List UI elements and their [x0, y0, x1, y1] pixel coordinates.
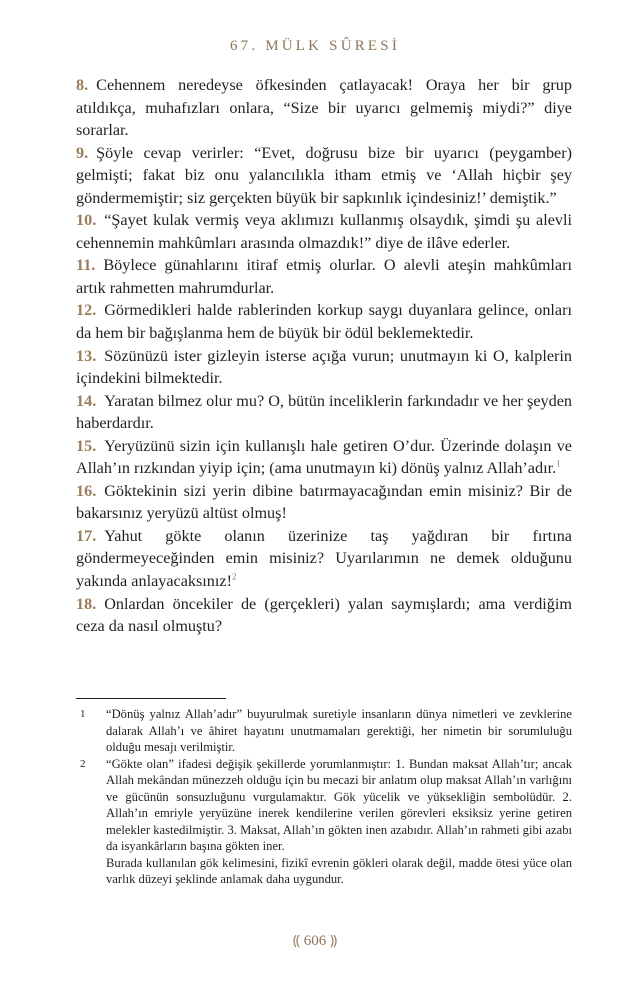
footnote — [76, 706, 572, 756]
footnote-mark: 2 — [80, 757, 86, 770]
verse-number: 15. — [76, 436, 97, 455]
verse — [76, 525, 572, 593]
verse-text: “Şayet kulak vermiş veya aklımızı kullanmış olsaydık, şimdi şu alevli cehennemin mahkûmları arasında olmazdık!” diye de ilâve ederler. — [76, 211, 572, 252]
page-number: 606 — [303, 933, 327, 949]
verse-number: 12. — [76, 301, 97, 320]
verse-number: 17. — [76, 526, 97, 545]
verse — [76, 254, 572, 299]
verse-text: Yaratan bilmez olur mu? O, bütün inceliklerin farkındadır ve her şeyden haberdardır. — [76, 391, 572, 433]
verse-number: 9. — [76, 143, 89, 162]
footnote-list — [76, 706, 572, 888]
verse-number: 16. — [76, 481, 97, 500]
verse — [76, 209, 572, 254]
verse — [76, 299, 572, 344]
verse-number: 14. — [76, 391, 97, 410]
verse-number: 8. — [76, 76, 89, 94]
verse-text: Sözünüzü ister gizleyin isterse açığa vurun; unutmayın ki O, kalplerin içindekini bilmektedir. — [76, 346, 572, 388]
page-number-footer — [0, 931, 630, 950]
verse-text: Cehennem neredeyse öfkesinden çatlayacak! Oraya her bir grup atıldıkça, muhafızları onlara, “Size bir uyarıcı gelmemiş miydi?” diye sorarlar. — [76, 76, 572, 140]
footnote-paragraph: “Dönüş yalnız Allah’adır” buyurulmak suretiyle insanların dünya nimetleri ve zevklerine dalarak Allah’ı ve âhiret hayatını unutmamaları gerektiği, her nimetin bir sorumluluğu olduğu mesajı verilmiştir. — [106, 707, 572, 754]
verse-text: Yahut gökte olanın üzerinize taş yağdıran bir fırtına göndermeyeceğinden emin misiniz? Uyarılarımın ne demek olduğunu yakında anlayacaksınız! — [76, 526, 572, 591]
footnote — [76, 756, 572, 888]
verse-text: Şöyle cevap verirler: “Evet, doğrusu bize bir uyarıcı (peygamber) gelmişti; fakat biz onu yalancılıkla itham etmiş ve ‘Allah hiçbir şey göndermemiştir; siz gerçekten büyük bir sapkınlık içindesiniz!’ demiştik.” — [76, 143, 572, 207]
verse-number: 13. — [76, 346, 97, 365]
footnote-body — [106, 756, 572, 888]
verse-text: Görmedikleri halde rablerinden korkup saygı duyanlara gelince, onları da hem bir bağışlanma hem de büyük bir ödül beklemektedir. — [76, 301, 572, 343]
verse-number: 10. — [76, 211, 97, 230]
verse — [76, 142, 572, 210]
verse-number: 18. — [76, 594, 97, 613]
verse — [76, 390, 572, 435]
page-header: 67. MÜLK SÛRESİ — [229, 38, 401, 54]
verse-number: 11. — [76, 256, 96, 275]
verse-text: Onlardan öncekiler de (gerçekleri) yalan saymışlardı; ama verdiğim ceza da nasıl olmuştu? — [76, 594, 572, 636]
verse — [76, 74, 572, 142]
verse — [76, 345, 572, 390]
footnote-reference[interactable]: 2 — [231, 571, 237, 582]
footnote-divider — [76, 698, 226, 699]
footnote-body — [106, 706, 572, 756]
verse — [76, 593, 572, 638]
verse — [76, 435, 572, 480]
verse-text: Yeryüzünü sizin için kullanışlı hale getiren O’dur. Üzerinde dolaşın ve Allah’ın rızkından yiyip için; (ama unutmayın ki) dönüş yalnız Allah’adır. — [76, 436, 572, 478]
verse-text: Böylece günahlarını itiraf etmiş olurlar. O alevli ateşin mahkûmları artık rahmetten mahrumdurlar. — [76, 256, 572, 297]
verse-text: Göktekinin sizi yerin dibine batırmayacağından emin misiniz? Bir de bakarsınız yeryüzü altüst olmuş! — [76, 481, 572, 523]
footnote-paragraph: Burada kullanılan gök kelimesini, fizikî evrenin gökleri olarak değil, madde ötesi yüce olan varlık düzeyi şeklinde anlamak daha uygundur. — [106, 855, 572, 886]
verse — [76, 480, 572, 525]
footnote-paragraph: “Gökte olan” ifadesi değişik şekillerde yorumlanmıştır: 1. Bundan maksat Allah’tır; ancak Allah mekândan münezzeh olduğu için bu mecazi bir anlatım olup maksat Allah’ın varlığını ve gücünün sonsuzluğunu vurgulamaktır. Gök yücelik ve yüksekliğin sembolüdür. 2. Allah’ın emriyle yeryüzüne inerek kendilerine verilen görevleri eksiksiz yerine getiren melekler kastedilmiştir. 3. Maksat, Allah’ın gökten inen azabıdır. Allah’ın rahmeti gibi azabı da isyankârların başına gökten iner. — [106, 756, 572, 853]
footnote-mark: 1 — [80, 708, 86, 720]
ornament-right-icon: ⸩ — [330, 934, 338, 949]
verse-list — [76, 74, 572, 638]
footnote-reference[interactable]: 1 — [556, 458, 561, 469]
ornament-left-icon: ⸨ — [292, 934, 300, 949]
